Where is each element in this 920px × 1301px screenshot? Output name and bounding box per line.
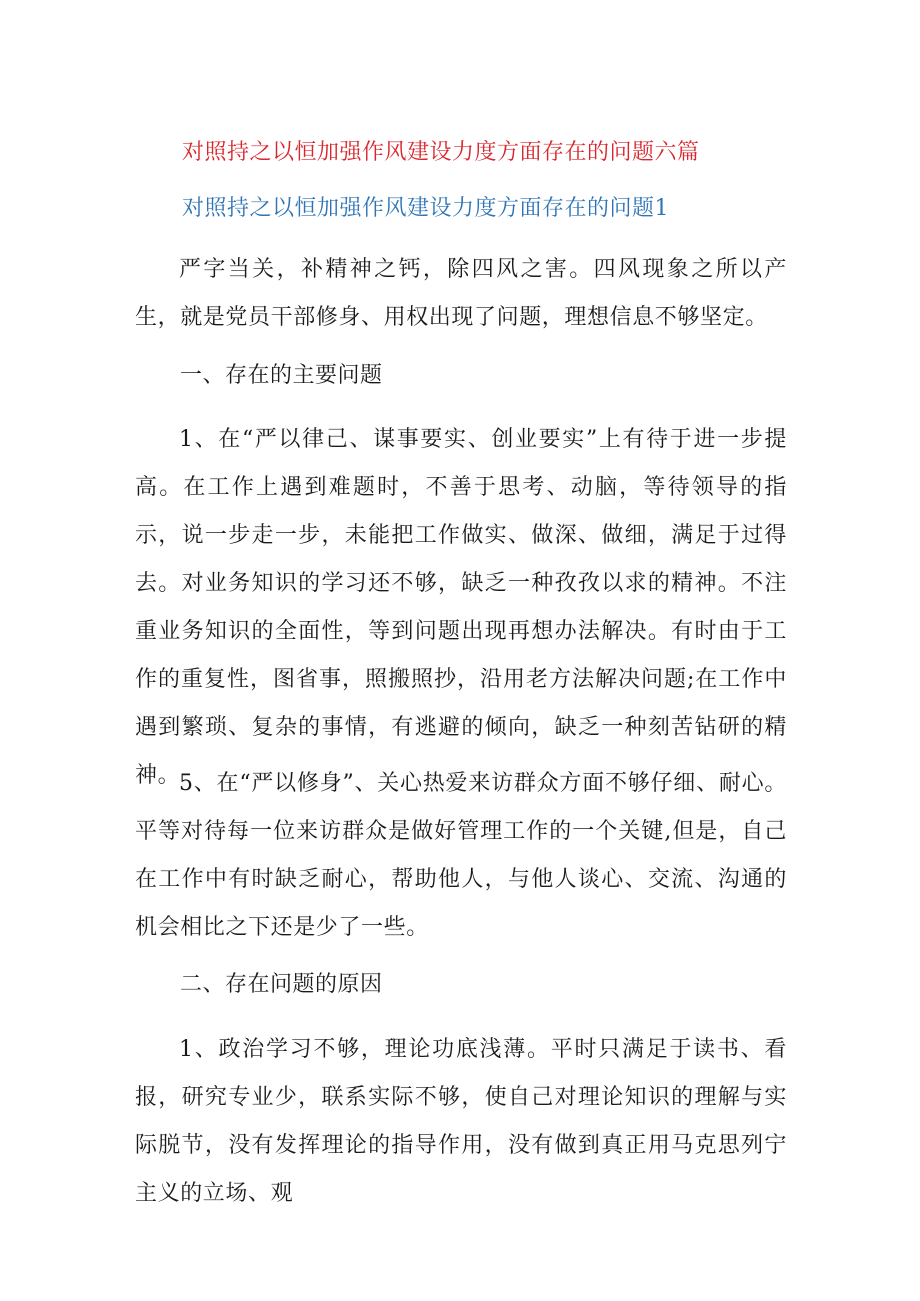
problem-paragraph-5: 5、在“严以修身”、关心热爱来访群众方面不够仔细、耐心。平等对待每一位来访群众是做好管理工作的一个关键,但是，自己在工作中有时缺乏耐心，帮助他人，与他人谈心、交流、沟通的机会相比之下还是少了一些。 bbox=[135, 771, 787, 940]
section-heading-main-problems: 一、存在的主要问题 bbox=[180, 363, 383, 388]
document-title: 对照持之以恒加强作风建设力度方面存在的问题六篇 bbox=[182, 140, 700, 165]
section-heading-causes: 二、存在问题的原因 bbox=[180, 972, 383, 997]
document-subtitle: 对照持之以恒加强作风建设力度方面存在的问题1 bbox=[182, 196, 669, 221]
intro-paragraph: 严字当关，补精神之钙，除四风之害。四风现象之所以产生，就是党员干部修身、用权出现了问题，理想信息不够坚定。 bbox=[135, 257, 787, 330]
problem-paragraph-1: 1、在“严以律己、谋事要实、创业要实”上有待于进一步提高。在工作上遇到难题时，不善于思考、动脑，等待领导的指示，说一步走一步，未能把工作做实、做深、做细，满足于过得去。对业务知识的学习还不够，缺乏一种孜孜以求的精神。不注重业务知识的全面性，等到问题出现再想办法解决。有时由于工作的重复性，图省事，照搬照抄，沿用老方法解决问题;在工作中遇到繁琐、复杂的事情，有逃避的倾向，缺乏一种刻苦钻研的精神。 bbox=[135, 427, 787, 788]
cause-paragraph-1: 1、政治学习不够，理论功底浅薄。平时只满足于读书、看报，研究专业少，联系实际不够，使自己对理论知识的理解与实际脱节，没有发挥理论的指导作用，没有做到真正用马克思列宁主义的立场、观 bbox=[135, 1037, 787, 1206]
